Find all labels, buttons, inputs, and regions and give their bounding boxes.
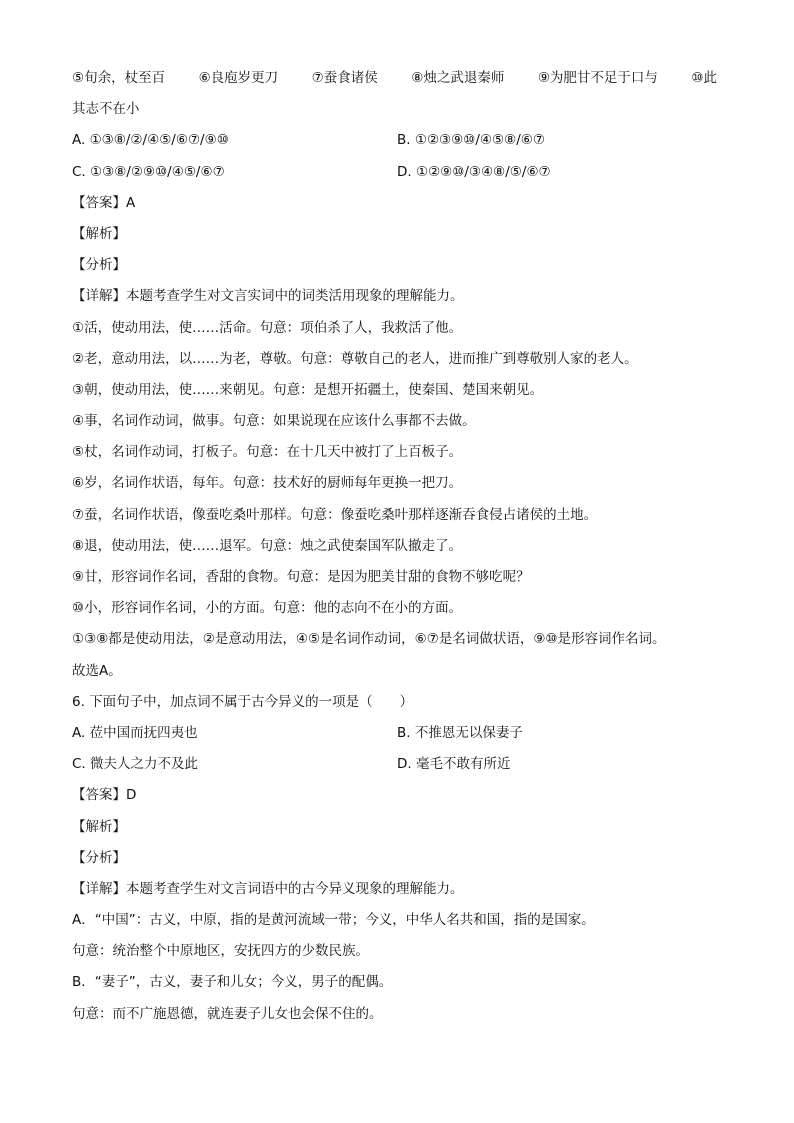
q5-explanation: ⑤杖，名词作动词，打板子。句意：在十几天中被打了上百板子。: [72, 444, 463, 461]
q5-option-b: B. ①②③⑨⑩/④⑤⑧/⑥⑦: [397, 132, 545, 149]
q5-option-c: C. ①③⑧/②⑨⑩/④⑤/⑥⑦: [72, 163, 225, 180]
q5-item-8: ⑧烛之武退秦师: [411, 70, 505, 86]
q6-jiexi-heading: 【解析】: [72, 818, 126, 835]
q5-conclusion: 故选A。: [72, 662, 122, 679]
q5-explanation: ①活，使动用法，使……活命。句意：项伯杀了人，我救活了他。: [72, 319, 463, 336]
q5-explanation: ⑨甘，形容词作名词，香甜的食物。句意：是因为肥美甘甜的食物不够吃呢？: [72, 569, 530, 585]
q5-explanation: ③朝，使动用法，使……来朝见。句意：是想开拓疆土，使秦国、楚国来朝见。: [72, 381, 544, 398]
q5-jiexi-heading: 【解析】: [72, 225, 126, 242]
q5-summary: ①③⑧都是使动用法，②是意动用法，④⑤是名词作动词，⑥⑦是名词做状语，⑨⑩是形容词作名词。: [72, 631, 666, 648]
q5-options-row-2: [72, 157, 722, 188]
q6-xiangjie: 【详解】本题考查学生对文言词语中的古今异义现象的理解能力。: [72, 880, 464, 897]
q6-option-d: D. 毫毛不敢有所近: [397, 756, 511, 773]
q5-fenxi-heading: 【分析】: [72, 257, 126, 274]
q5-item-9: ⑨为肥甘不足于口与: [537, 70, 658, 86]
q6-explanation: A．“中国”：古义，中原，指的是黄河流域一带；今义，中华人名共和国，指的是国家。: [72, 912, 595, 929]
q5-option-d: D. ①②⑨⑩/③④⑧/⑤/⑥⑦: [397, 163, 551, 180]
q6-option-b: B. 不推恩无以保妻子: [397, 724, 523, 741]
q6-option-a: A. 莅中国而抚四夷也: [72, 724, 198, 741]
q5-explanation: ②老，意动用法，以……为老，尊敬。句意：尊敬自己的老人，进而推广到尊敬别人家的老人。: [72, 350, 638, 367]
q5-explanation: ⑩小，形容词作名词，小的方面。句意：他的志向不在小的方面。: [72, 600, 463, 617]
q6-fenxi-heading: 【分析】: [72, 849, 126, 866]
q5-item-6: ⑥良庖岁更刀: [198, 70, 279, 86]
q5-explanation: ⑧退，使动用法，使……退军。句意：烛之武使秦国军队撤走了。: [72, 537, 463, 554]
q6-explanation: 句意：而不广施恩德，就连妻子儿女也会保不住的。: [72, 1005, 383, 1022]
q5-item-5: ⑤旬余，杖至百: [72, 70, 166, 86]
q6-stem: 6. 下面句子中，加点词不属于古今异义的一项是（ ）: [72, 693, 414, 710]
q5-xiangjie: 【详解】本题考查学生对文言实词中的词类活用现象的理解能力。: [72, 288, 464, 305]
q5-item-7: ⑦蚕食诸侯: [311, 70, 378, 86]
q5-options-row-1: [72, 125, 722, 156]
q6-options-row-2: [72, 749, 722, 780]
document-page: [72, 63, 722, 1030]
q5-explanation: ⑦蚕，名词作状语，像蚕吃桑叶那样。句意：像蚕吃桑叶那样逐渐吞食侵占诸侯的土地。: [72, 506, 598, 523]
q5-items-row: [72, 63, 717, 94]
q6-answer: 【答案】D: [72, 787, 137, 804]
q5-item-10: ⑩此: [691, 70, 717, 86]
q6-options-row-1: [72, 718, 722, 749]
q5-explanation: ④事，名词作动词，做事。句意：如果说现在应该什么事都不去做。: [72, 413, 476, 430]
q5-explanation: ⑥岁，名词作状语，每年。句意：技术好的厨师每年更换一把刀。: [72, 475, 463, 492]
q5-items-continuation: 其志不在小: [72, 101, 140, 118]
q5-option-a: A. ①③⑧/②/④⑤/⑥⑦/⑨⑩: [72, 132, 229, 149]
q6-option-c: C. 微夫人之力不及此: [72, 756, 199, 773]
q6-explanation: B．“妻子”，古义，妻子和儿女；今义，男子的配偶。: [72, 974, 393, 991]
q5-answer: 【答案】A: [72, 194, 136, 211]
q6-explanation: 句意：统治整个中原地区，安抚四方的少数民族。: [72, 943, 369, 960]
